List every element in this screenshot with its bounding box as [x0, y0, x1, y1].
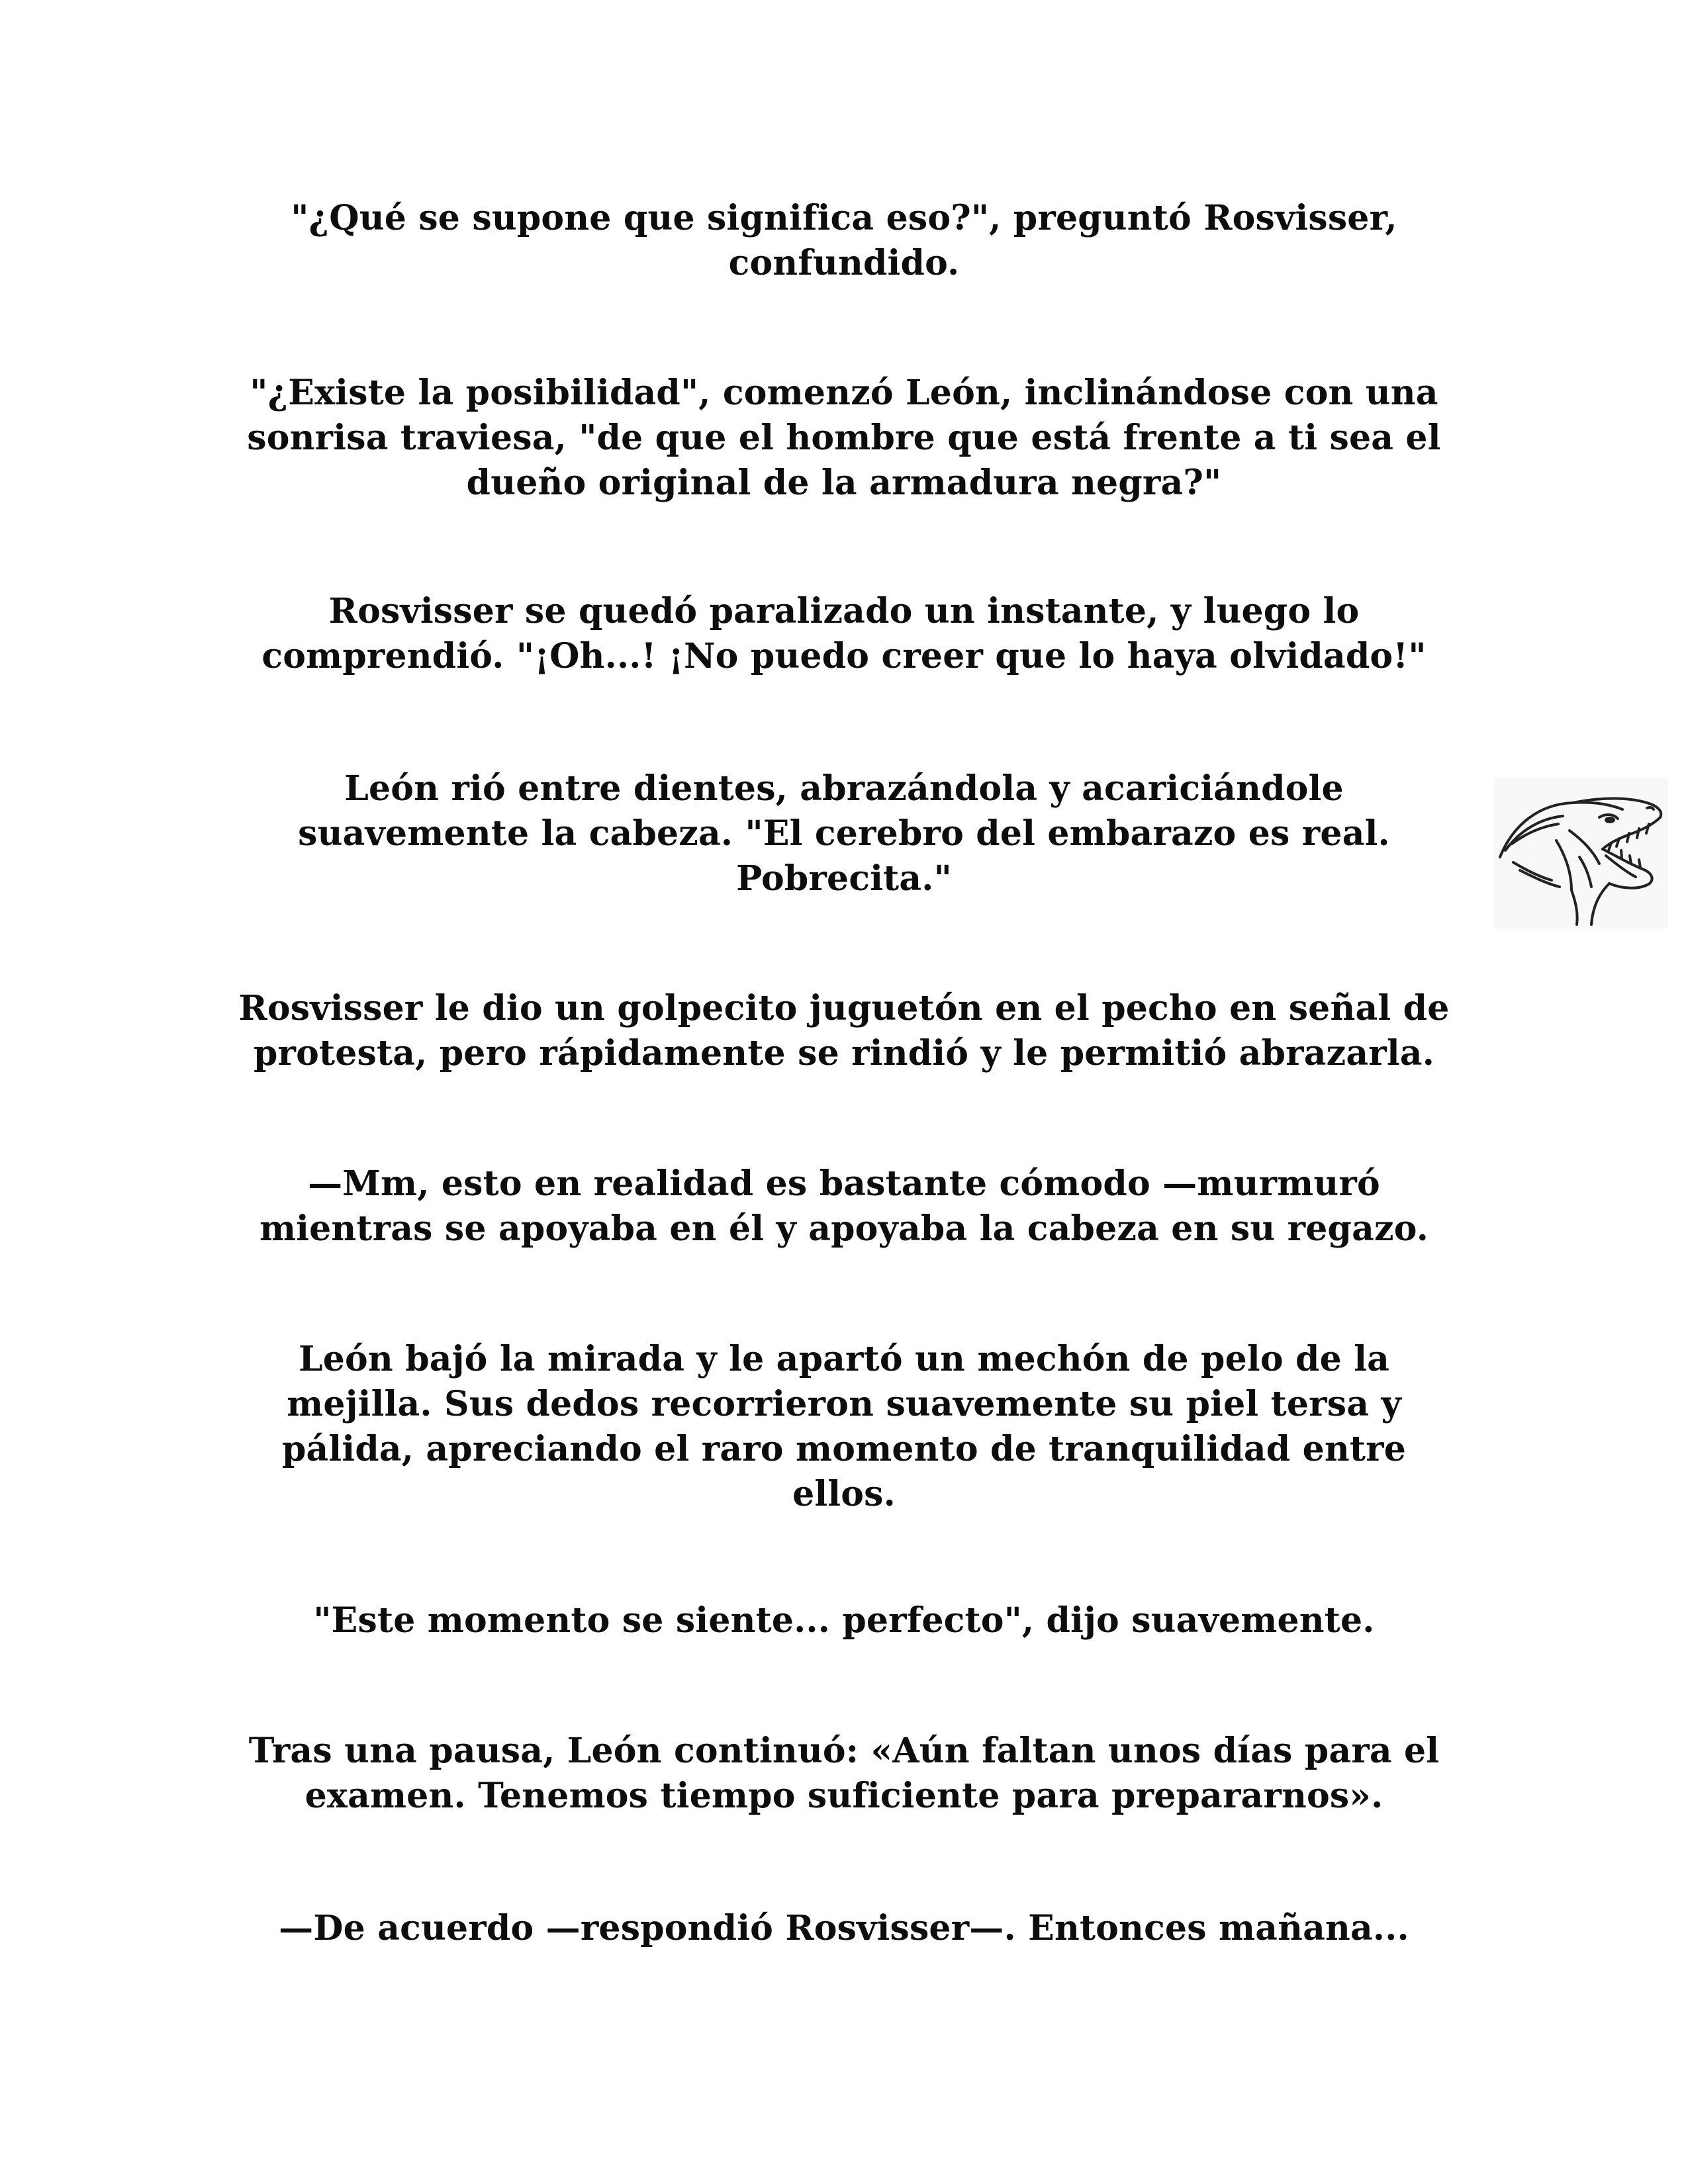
paragraph-1: "¿Qué se supone que significa eso?", preguntó Rosvisser, confundido.	[291, 198, 1397, 283]
paragraph-3: Rosvisser se quedó paralizado un instante, y luego lo comprendió. "¡Oh...! ¡No puedo creer que lo haya olvidado!"	[261, 591, 1427, 676]
paragraph-7: León bajó la mirada y le apartó un mechón de pelo de la mejilla. Sus dedos recorrieron suavemente su piel tersa y pálida, apreciando el raro momento de tranquilidad entre ellos.	[281, 1339, 1407, 1514]
paragraph-4: León rió entre dientes, abrazándola y acariciándole suavemente la cabeza. "El cerebro del embarazo es real. Pobrecita."	[298, 768, 1390, 899]
paragraph-8: "Este momento se siente... perfecto", dijo suavemente.	[313, 1600, 1375, 1641]
paragraph-10: —De acuerdo —respondió Rosvisser—. Entonces mañana...	[279, 1908, 1409, 1948]
dinosaur-head-sketch-icon	[1493, 778, 1668, 929]
paragraph-2: "¿Existe la posibilidad", comenzó León, inclinándose con una sonrisa traviesa, "de que el hombre que está frente a ti sea el dueño original de la armadura negra?"	[247, 373, 1441, 503]
paragraph-9: Tras una pausa, León continuó: «Aún faltan unos días para el examen. Tenemos tiempo suficiente para prepararnos».	[248, 1731, 1440, 1816]
paragraph-5: Rosvisser le dio un golpecito juguetón en el pecho en señal de protesta, pero rápidamente se rindió y le permitió abrazarla.	[238, 988, 1450, 1073]
paragraph-6: —Mm, esto en realidad es bastante cómodo —murmuró mientras se apoyaba en él y apoyaba la cabeza en su regazo.	[259, 1163, 1429, 1249]
